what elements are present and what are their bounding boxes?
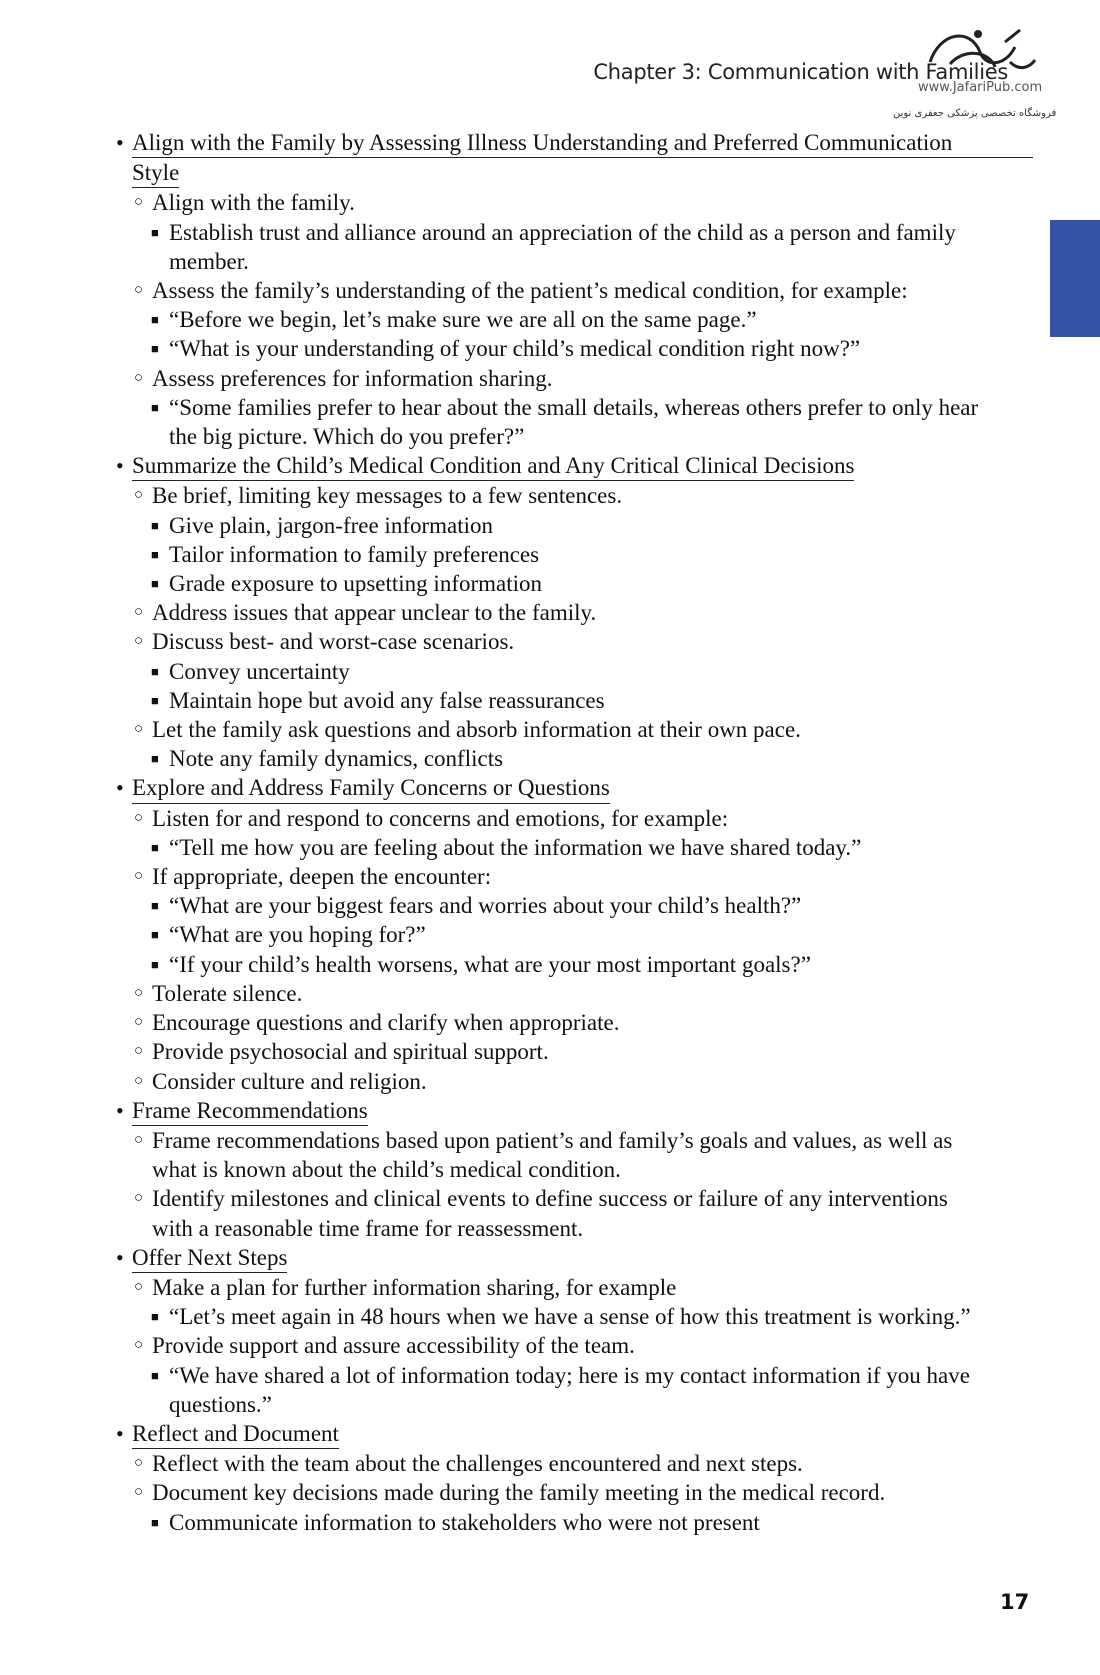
bullet-icon: • [116, 1244, 124, 1270]
document-body [116, 128, 1033, 1537]
list-subitem: ■ “What are your biggest fears and worries about your child’s health?” [116, 891, 1033, 920]
publisher-tagline: فروشگاه تخصصی پزشکی جعفری نوین [893, 108, 1057, 119]
square-bullet-icon: ■ [151, 898, 159, 914]
circle-bullet-icon: ○ [134, 721, 144, 738]
list-item: ○ Document key decisions made during the family meeting in the medical record. [116, 1478, 1033, 1507]
list-item: ○ Align with the family. [116, 188, 1033, 217]
list-subitem: ■ “Before we begin, let’s make sure we are all on the same page.” [116, 305, 1033, 334]
square-bullet-icon: ■ [151, 312, 159, 328]
bullet-icon: • [116, 775, 124, 801]
square-bullet-icon: ■ [151, 839, 159, 855]
list-item: ○ Address issues that appear unclear to the family. [116, 598, 1033, 627]
circle-bullet-icon: ○ [134, 194, 144, 211]
circle-bullet-icon: ○ [134, 1484, 144, 1501]
list-item: ○ Reflect with the team about the challenges encountered and next steps. [116, 1449, 1033, 1478]
list-item: ○ Discuss best- and worst-case scenarios. [116, 627, 1033, 656]
list-subitem: ■ Grade exposure to upsetting information [116, 569, 1033, 598]
bullet-icon: • [116, 1097, 124, 1123]
list-subitem: ■ “What is your understanding of your child’s medical condition right now?” [116, 334, 1033, 363]
section-heading: • Frame Recommendations [116, 1096, 1033, 1126]
circle-bullet-icon: ○ [134, 604, 144, 621]
list-item: ○ Assess preferences for information sharing. [116, 364, 1033, 393]
circle-bullet-icon: ○ [134, 868, 144, 885]
circle-bullet-icon: ○ [134, 809, 144, 826]
list-item: ○ Assess the family’s understanding of the patient’s medical condition, for example: [116, 276, 1033, 305]
list-item: ○ Be brief, limiting key messages to a few sentences. [116, 481, 1033, 510]
list-subitem: ■ Give plain, jargon-free information [116, 511, 1033, 540]
list-subitem: ■ “If your child’s health worsens, what are your most important goals?” [116, 950, 1033, 979]
list-subitem: ■ Note any family dynamics, conflicts [116, 744, 1033, 773]
circle-bullet-icon: ○ [134, 633, 144, 650]
list-subitem: ■ “Tell me how you are feeling about the information we have shared today.” [116, 833, 1033, 862]
list-item: ○ Provide psychosocial and spiritual support. [116, 1037, 1033, 1066]
list-subitem-cont: questions.” [169, 1391, 272, 1417]
square-bullet-icon: ■ [151, 692, 159, 708]
circle-bullet-icon: ○ [134, 1072, 144, 1089]
bullet-icon: • [116, 453, 124, 479]
square-bullet-icon: ■ [151, 546, 159, 562]
chapter-title: Chapter 3: Communication with Families [593, 60, 1008, 84]
section-heading: • Summarize the Child’s Medical Condition and Any Critical Clinical Decisions [116, 451, 1033, 481]
list-item: ○ Identify milestones and clinical events to define success or failure of any interventions [116, 1184, 1033, 1213]
chapter-tab-marker [1050, 220, 1100, 337]
list-item: ○ Encourage questions and clarify when appropriate. [116, 1008, 1033, 1037]
list-item: ○ Frame recommendations based upon patient’s and family’s goals and values, as well as [116, 1126, 1033, 1155]
bullet-icon: • [116, 1420, 124, 1446]
list-item: ○ Provide support and assure accessibility of the team. [116, 1331, 1033, 1360]
bullet-icon: • [116, 130, 124, 155]
list-item: ○ Consider culture and religion. [116, 1067, 1033, 1096]
square-bullet-icon: ■ [151, 956, 159, 972]
section-heading: • Reflect and Document [116, 1419, 1033, 1449]
list-item: ○ Make a plan for further information sharing, for example [116, 1273, 1033, 1302]
list-item-cont: with a reasonable time frame for reassessment. [152, 1215, 584, 1241]
square-bullet-icon: ■ [151, 663, 159, 679]
list-item-cont: what is known about the child’s medical condition. [152, 1157, 621, 1183]
publisher-url: www.JafariPub.com [918, 80, 1043, 95]
square-bullet-icon: ■ [151, 224, 159, 240]
list-subitem: ■ “What are you hoping for?” [116, 920, 1033, 949]
page-number: 17 [1000, 1590, 1030, 1614]
circle-bullet-icon: ○ [134, 1014, 144, 1031]
list-subitem: ■ “Let’s meet again in 48 hours when we have a sense of how this treatment is working.” [116, 1302, 1033, 1331]
list-subitem-cont: the big picture. Which do you prefer?” [169, 424, 525, 450]
square-bullet-icon: ■ [151, 399, 159, 415]
list-subitem: ■ Maintain hope but avoid any false reassurances [116, 686, 1033, 715]
list-subitem: ■ Establish trust and alliance around an appreciation of the child as a person and family [116, 218, 1033, 247]
square-bullet-icon: ■ [151, 517, 159, 533]
square-bullet-icon: ■ [151, 1367, 159, 1383]
list-subitem-cont: member. [169, 248, 249, 274]
list-subitem: ■ “Some families prefer to hear about the small details, whereas others prefer to only hear [116, 393, 1033, 422]
square-bullet-icon: ■ [151, 1309, 159, 1325]
section-heading-cont: Style [116, 158, 1033, 188]
circle-bullet-icon: ○ [134, 1278, 144, 1295]
square-bullet-icon: ■ [151, 576, 159, 592]
section-heading: • Offer Next Steps [116, 1243, 1033, 1273]
section-heading: • Align with the Family by Assessing Illness Understanding and Preferred Communication [116, 128, 1033, 158]
list-item: ○ Let the family ask questions and absorb information at their own pace. [116, 715, 1033, 744]
circle-bullet-icon: ○ [134, 1337, 144, 1354]
circle-bullet-icon: ○ [134, 1131, 144, 1148]
circle-bullet-icon: ○ [134, 1190, 144, 1207]
square-bullet-icon: ■ [151, 1514, 159, 1530]
square-bullet-icon: ■ [151, 341, 159, 357]
list-subitem: ■ Convey uncertainty [116, 657, 1033, 686]
circle-bullet-icon: ○ [134, 369, 144, 386]
circle-bullet-icon: ○ [134, 1455, 144, 1472]
circle-bullet-icon: ○ [134, 282, 144, 299]
circle-bullet-icon: ○ [134, 984, 144, 1001]
list-subitem: ■ Communicate information to stakeholders who were not present [116, 1508, 1033, 1537]
square-bullet-icon: ■ [151, 751, 159, 767]
circle-bullet-icon: ○ [134, 1043, 144, 1060]
list-subitem: ■ “We have shared a lot of information today; here is my contact information if you have [116, 1361, 1033, 1390]
section-heading: • Explore and Address Family Concerns or Questions [116, 773, 1033, 803]
circle-bullet-icon: ○ [134, 487, 144, 504]
list-item: ○ Listen for and respond to concerns and emotions, for example: [116, 804, 1033, 833]
square-bullet-icon: ■ [151, 927, 159, 943]
list-item: ○ If appropriate, deepen the encounter: [116, 862, 1033, 891]
list-item: ○ Tolerate silence. [116, 979, 1033, 1008]
list-subitem: ■ Tailor information to family preferences [116, 540, 1033, 569]
